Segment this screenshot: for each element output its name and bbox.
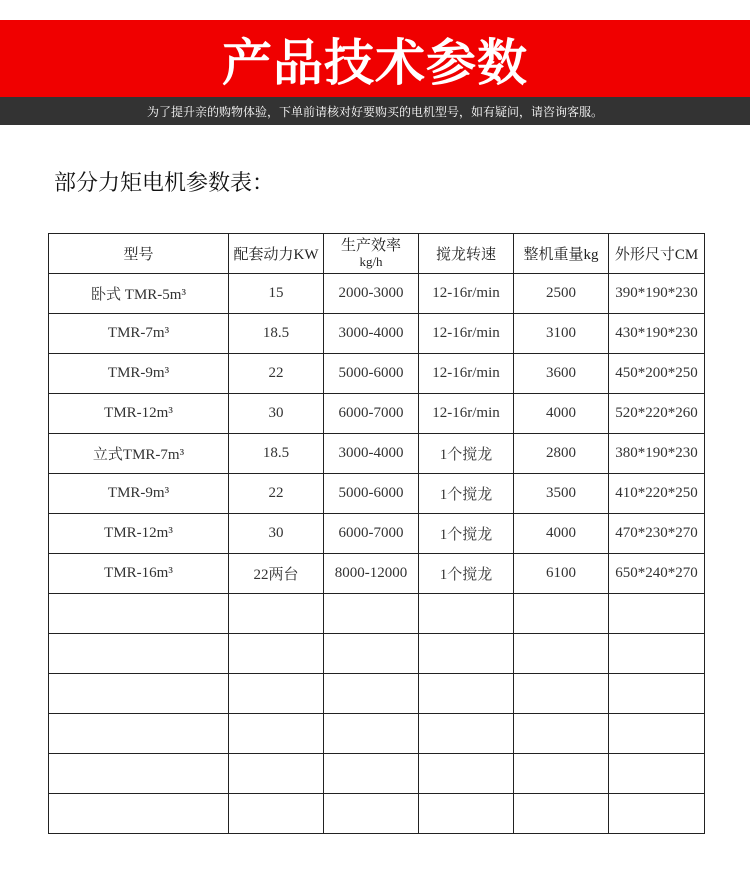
cell-weight: 3500 (514, 474, 609, 514)
cell-model: TMR-12m³ (49, 394, 229, 434)
cell-model: 卧式 TMR-5m³ (49, 274, 229, 314)
cell-power: 18.5 (229, 314, 324, 354)
cell-size (609, 794, 705, 834)
cell-efficiency: 3000-4000 (324, 314, 419, 354)
cell-size (609, 594, 705, 634)
cell-power (229, 714, 324, 754)
table-row (49, 434, 705, 474)
header-power: 配套动力KW (229, 234, 324, 274)
cell-speed (419, 674, 514, 714)
header-speed: 搅龙转速 (419, 234, 514, 274)
header-efficiency-label: 生产效率 (340, 237, 401, 254)
table-row (49, 394, 705, 434)
cell-efficiency (324, 794, 419, 834)
cell-power (229, 794, 324, 834)
cell-efficiency: 6000-7000 (324, 514, 419, 554)
cell-efficiency (324, 714, 419, 754)
cell-power (229, 594, 324, 634)
notice-bar (0, 97, 750, 125)
cell-efficiency: 8000-12000 (324, 554, 419, 594)
cell-size (609, 634, 705, 674)
table-row (49, 754, 705, 794)
cell-power: 30 (229, 514, 324, 554)
cell-model (49, 634, 229, 674)
cell-weight: 2500 (514, 274, 609, 314)
cell-efficiency: 2000-3000 (324, 274, 419, 314)
section-title: 部分力矩电机参数表： (54, 171, 275, 196)
banner-title: 产品技术参数 (222, 33, 528, 92)
cell-speed: 12-16r/min (419, 354, 514, 394)
table-body (49, 274, 705, 834)
cell-speed: 12-16r/min (419, 274, 514, 314)
cell-model: TMR-16m³ (49, 554, 229, 594)
cell-model (49, 594, 229, 634)
cell-model (49, 674, 229, 714)
cell-size (609, 754, 705, 794)
cell-efficiency: 6000-7000 (324, 394, 419, 434)
cell-size: 450*200*250 (609, 354, 705, 394)
cell-weight: 3100 (514, 314, 609, 354)
cell-size (609, 674, 705, 714)
table-row (49, 714, 705, 754)
table-row (49, 314, 705, 354)
cell-speed (419, 754, 514, 794)
cell-power (229, 674, 324, 714)
cell-model (49, 794, 229, 834)
header-size: 外形尺寸CM (609, 234, 705, 274)
cell-speed: 1个搅龙 (419, 554, 514, 594)
cell-model (49, 714, 229, 754)
cell-weight (514, 754, 609, 794)
cell-efficiency: 5000-6000 (324, 474, 419, 514)
cell-model (49, 754, 229, 794)
cell-speed: 12-16r/min (419, 314, 514, 354)
table-row (49, 794, 705, 834)
cell-speed (419, 594, 514, 634)
cell-power: 22两台 (229, 554, 324, 594)
cell-efficiency (324, 674, 419, 714)
cell-power: 18.5 (229, 434, 324, 474)
cell-model: 立式TMR-7m³ (49, 434, 229, 474)
table-row (49, 674, 705, 714)
cell-speed: 1个搅龙 (419, 474, 514, 514)
table-row (49, 594, 705, 634)
cell-speed: 1个搅龙 (419, 434, 514, 474)
cell-speed (419, 794, 514, 834)
cell-weight: 4000 (514, 394, 609, 434)
parameters-table (48, 233, 705, 834)
cell-model: TMR-9m³ (49, 474, 229, 514)
header-efficiency-unit: kg/h (359, 253, 383, 269)
cell-efficiency: 3000-4000 (324, 434, 419, 474)
cell-power (229, 754, 324, 794)
cell-power: 15 (229, 274, 324, 314)
cell-power: 22 (229, 354, 324, 394)
cell-speed (419, 634, 514, 674)
table-row (49, 554, 705, 594)
header-efficiency (324, 234, 419, 274)
cell-weight: 3600 (514, 354, 609, 394)
cell-weight (514, 634, 609, 674)
cell-power: 30 (229, 394, 324, 434)
title-banner (0, 20, 750, 97)
table-header-row (49, 234, 705, 274)
cell-size: 520*220*260 (609, 394, 705, 434)
cell-model: TMR-12m³ (49, 514, 229, 554)
cell-size: 410*220*250 (609, 474, 705, 514)
cell-size: 470*230*270 (609, 514, 705, 554)
table-row (49, 274, 705, 314)
notice-text: 为了提升亲的购物体验，下单前请核对好要购买的电机型号，如有疑问，请咨询客服。 (146, 104, 603, 119)
cell-weight: 4000 (514, 514, 609, 554)
cell-weight: 6100 (514, 554, 609, 594)
cell-speed: 12-16r/min (419, 394, 514, 434)
cell-power (229, 634, 324, 674)
cell-speed: 1个搅龙 (419, 514, 514, 554)
cell-weight (514, 794, 609, 834)
cell-size (609, 714, 705, 754)
cell-efficiency (324, 634, 419, 674)
cell-efficiency (324, 594, 419, 634)
cell-size: 380*190*230 (609, 434, 705, 474)
cell-power: 22 (229, 474, 324, 514)
cell-size: 430*190*230 (609, 314, 705, 354)
table-row (49, 474, 705, 514)
cell-size: 650*240*270 (609, 554, 705, 594)
table-row (49, 634, 705, 674)
cell-speed (419, 714, 514, 754)
cell-size: 390*190*230 (609, 274, 705, 314)
cell-model: TMR-9m³ (49, 354, 229, 394)
cell-efficiency: 5000-6000 (324, 354, 419, 394)
cell-weight (514, 714, 609, 754)
cell-weight: 2800 (514, 434, 609, 474)
header-model: 型号 (49, 234, 229, 274)
cell-weight (514, 674, 609, 714)
table-row (49, 514, 705, 554)
cell-model: TMR-7m³ (49, 314, 229, 354)
cell-efficiency (324, 754, 419, 794)
table-row (49, 354, 705, 394)
cell-weight (514, 594, 609, 634)
header-weight: 整机重量kg (514, 234, 609, 274)
